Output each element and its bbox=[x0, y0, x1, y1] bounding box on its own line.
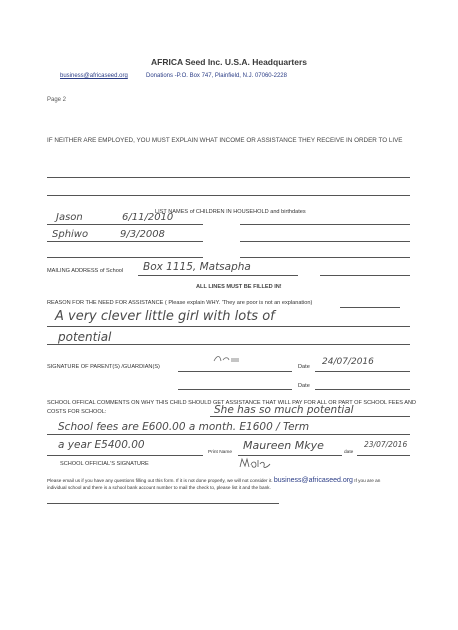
child-line-2-left[interactable] bbox=[47, 241, 203, 242]
school-comments-label: SCHOOL OFFICAL COMMENTS ON WHY THIS CHILD SHOULD GET ASSISTANCE THAT WILL PAY FOR ALL OR PART OF SCHOOL FEES AND COSTS FOR SCHOOL: bbox=[47, 400, 417, 415]
child-line-3-left[interactable] bbox=[47, 257, 203, 258]
children-label: LIST NAMES of CHILDREN IN HOUSEHOLD and birthdates bbox=[155, 209, 306, 215]
official-date-value: 23/07/2016 bbox=[364, 440, 408, 449]
child-line-3-right[interactable] bbox=[240, 257, 410, 258]
mailing-label: MAILING ADDRESS of School bbox=[47, 268, 124, 274]
required-notice: ALL LINES MUST BE FILLED IN! bbox=[196, 284, 282, 290]
donations-address: Donations -P.O. Box 747, Plainfield, N.J. 07060-2228 bbox=[146, 73, 287, 79]
reason-value-line-2: potential bbox=[58, 330, 112, 344]
parent-date-line[interactable] bbox=[315, 371, 410, 372]
official-date-line[interactable] bbox=[357, 455, 410, 456]
mailing-value: Box 1115, Matsapha bbox=[143, 261, 251, 273]
child-line-2-right[interactable] bbox=[240, 241, 410, 242]
child-line-1-right[interactable] bbox=[240, 224, 410, 225]
income-line-1[interactable] bbox=[47, 177, 410, 178]
employment-question: IF NEITHER ARE EMPLOYED, YOU MUST EXPLAIN WHAT INCOME OR ASSISTANCE THEY RECEIVE IN ORDER TO LIVE bbox=[47, 137, 403, 144]
child-2-birthdate: 9/3/2008 bbox=[120, 229, 165, 240]
parent-date-label: Date bbox=[298, 364, 310, 370]
mailing-line-2[interactable] bbox=[320, 275, 410, 276]
comment-line-2[interactable] bbox=[47, 434, 410, 435]
official-date-label: date bbox=[344, 450, 354, 455]
child-2-name: Sphiwo bbox=[52, 229, 89, 240]
official-signature-line[interactable] bbox=[47, 455, 203, 456]
organization-title: AFRICA Seed Inc. U.S.A. Headquarters bbox=[150, 57, 308, 67]
income-line-2[interactable] bbox=[47, 195, 410, 196]
guardian-date-label: Date bbox=[298, 383, 310, 389]
footer-note bbox=[47, 477, 427, 491]
footer-text-line-2: individual school and there is a school bank account number to mail the check to, please list it and the bank. bbox=[47, 485, 271, 490]
child-1-name: Jason bbox=[56, 212, 83, 223]
footer-text-start: Please email us if you have any questions filling out this form. If it is not done properly, we will not consider it. bbox=[47, 478, 273, 483]
official-signature-mark bbox=[238, 456, 272, 470]
parent-date-value: 24/07/2016 bbox=[322, 357, 374, 367]
reason-line-1[interactable] bbox=[47, 326, 410, 327]
page-number: Page 2 bbox=[47, 97, 67, 103]
reason-label-line[interactable] bbox=[340, 307, 400, 308]
official-signature-label: SCHOOL OFFICIAL'S SIGNATURE bbox=[60, 461, 149, 467]
child-1-birthdate: 6/11/2010 bbox=[122, 212, 174, 223]
guardian-signature-line[interactable] bbox=[178, 389, 292, 390]
reason-value-line-1: A very clever little girl with lots of bbox=[55, 309, 275, 324]
school-comment-line-3: a year E5400.00 bbox=[58, 439, 145, 451]
mailing-line-1[interactable] bbox=[138, 275, 298, 276]
school-comment-line-2: School fees are E600.00 a month. E1600 / Term bbox=[58, 421, 310, 433]
reason-label: REASON FOR THE NEED FOR ASSISTANCE ( Please explain WHY. 'They are poor is not an explanation) bbox=[47, 300, 313, 306]
reason-line-2[interactable] bbox=[47, 344, 410, 345]
comment-line-1[interactable] bbox=[210, 416, 410, 417]
child-line-1-left[interactable] bbox=[47, 224, 203, 225]
parent-signature-label: SIGNATURE OF PARENT(S) /GUARDIAN(S) bbox=[47, 364, 160, 370]
footer-email-link[interactable]: business@africaseed.org bbox=[273, 477, 353, 484]
school-comment-line-1: She has so much potential bbox=[214, 404, 354, 416]
guardian-date-line[interactable] bbox=[315, 389, 410, 390]
bank-info-line[interactable] bbox=[47, 503, 279, 504]
print-name-label: Print Name bbox=[208, 450, 232, 455]
parent-signature-line[interactable] bbox=[178, 371, 292, 372]
parent-signature-mark bbox=[212, 353, 242, 365]
footer-text-end: If you are an bbox=[354, 478, 381, 483]
print-name-value: Maureen Mkye bbox=[243, 439, 324, 452]
header-email-link[interactable]: business@africaseed.org bbox=[60, 73, 128, 79]
